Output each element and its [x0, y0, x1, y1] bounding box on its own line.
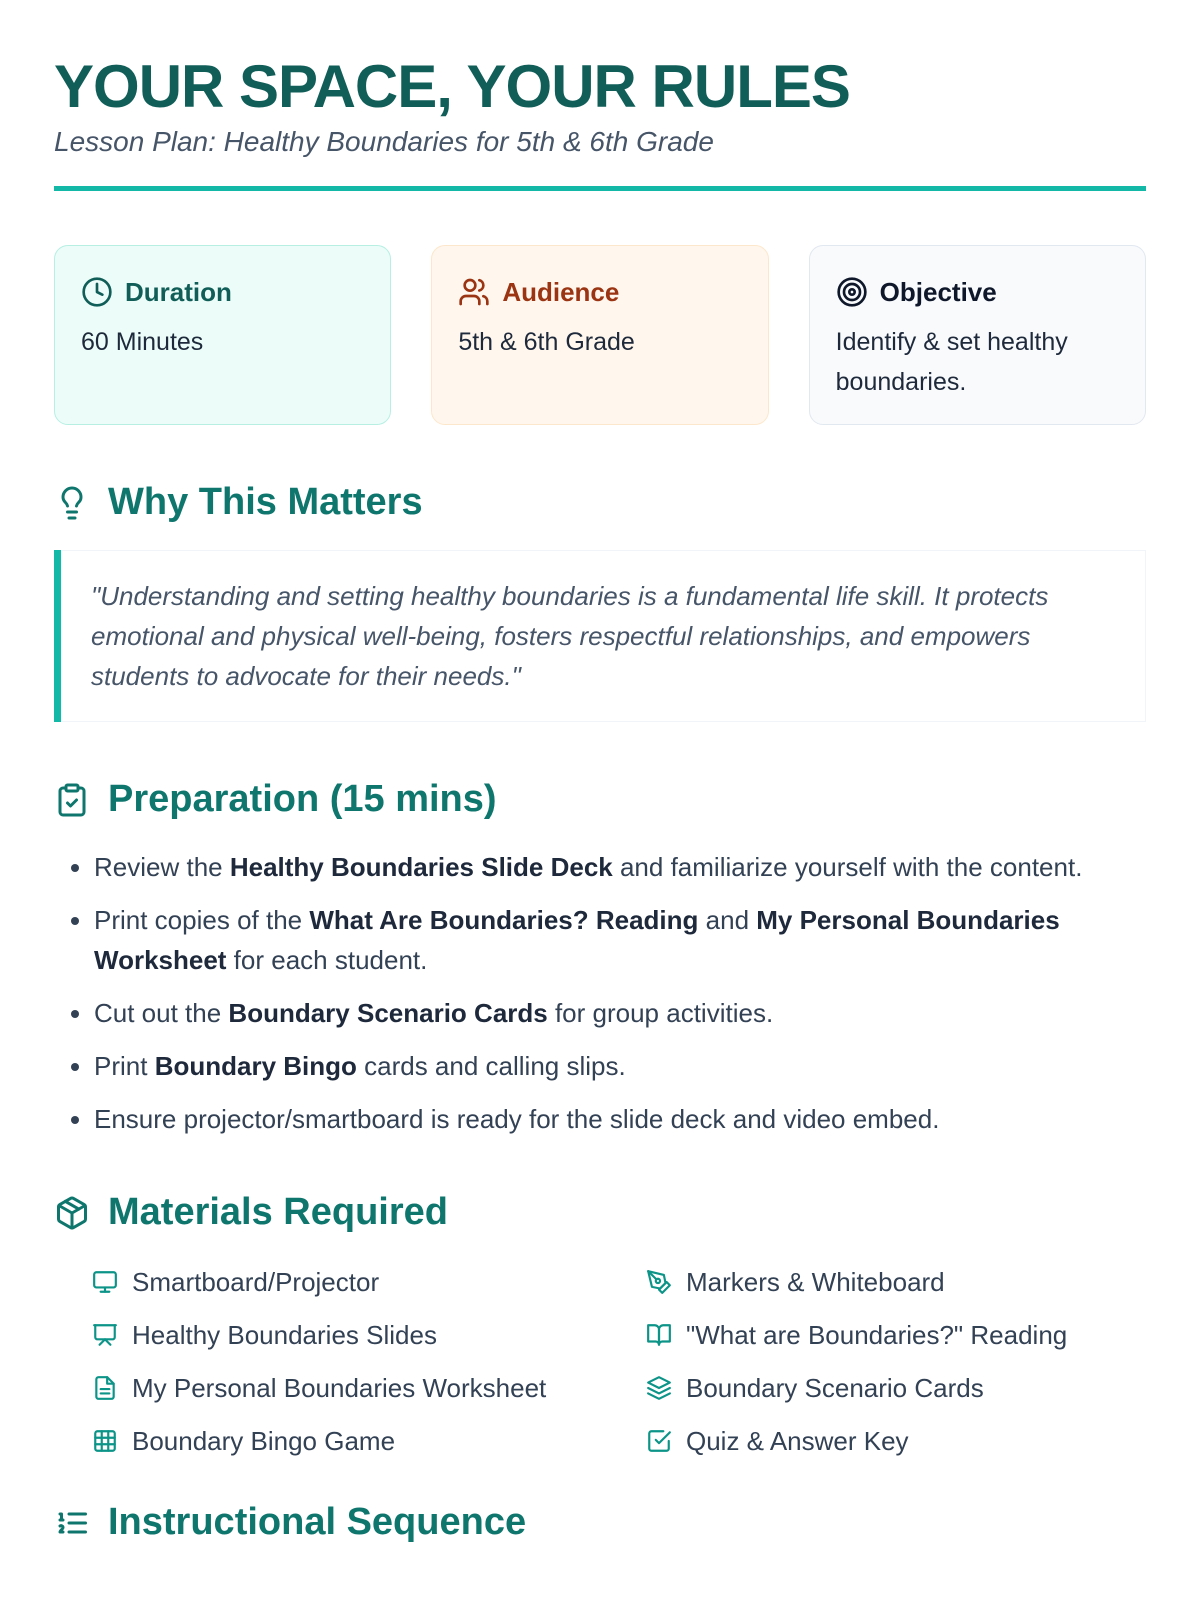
presentation-icon [92, 1322, 118, 1348]
preparation-title: Preparation (15 mins) [108, 778, 497, 820]
duration-value: 60 Minutes [81, 328, 204, 356]
audience-card [431, 245, 768, 425]
materials-grid [54, 1262, 1146, 1461]
instructional-section [54, 1501, 1146, 1544]
material-item: Quiz & Answer Key [646, 1421, 1146, 1461]
info-cards [54, 245, 1146, 425]
file-text-icon [92, 1375, 118, 1401]
monitor-icon [92, 1269, 118, 1295]
material-item: My Personal Boundaries Worksheet [92, 1368, 646, 1408]
list-item: • Review the Healthy Boundaries Slide Deck and familiarize yourself with the content. [94, 847, 1146, 887]
header-divider [54, 186, 1146, 191]
material-item: Boundary Bingo Game [92, 1421, 646, 1461]
objective-value: Identify & set healthy boundaries. [835, 328, 1068, 396]
grid-icon [92, 1428, 118, 1454]
duration-label: Duration [125, 276, 232, 307]
target-icon [836, 276, 868, 308]
duration-card [54, 245, 391, 425]
check-square-icon [646, 1428, 672, 1454]
layers-icon [646, 1375, 672, 1401]
users-icon [458, 276, 490, 308]
audience-value: 5th & 6th Grade [458, 328, 635, 356]
why-quote: "Understanding and setting healthy boundaries is a fundamental life skill. It protects emotional and physical well-being, fosters respectful relationships, and empowers students to advocate for their needs." [54, 550, 1146, 722]
list-item: • Print Boundary Bingo cards and calling slips. [94, 1046, 1146, 1086]
book-open-icon [646, 1322, 672, 1348]
clock-icon [81, 276, 113, 308]
audience-label: Audience [502, 276, 620, 307]
why-title: Why This Matters [108, 481, 423, 523]
material-item: Markers & Whiteboard [646, 1262, 1146, 1302]
lightbulb-icon [54, 485, 90, 521]
materials-section [54, 1191, 1146, 1461]
preparation-list [54, 847, 1146, 1139]
page-subtitle: Lesson Plan: Healthy Boundaries for 5th & 6th Grade [54, 126, 714, 157]
list-item: • Ensure projector/smartboard is ready for the slide deck and video embed. [94, 1099, 1146, 1139]
preparation-section [54, 778, 1146, 1139]
instructional-title: Instructional Sequence [108, 1501, 527, 1543]
material-item: Healthy Boundaries Slides [92, 1315, 646, 1355]
pen-tool-icon [646, 1269, 672, 1295]
objective-card [809, 245, 1146, 425]
list-item: • Cut out the Boundary Scenario Cards for group activities. [94, 993, 1146, 1033]
materials-title: Materials Required [108, 1191, 448, 1233]
list-item: • Print copies of the What Are Boundaries? Reading and My Personal Boundaries Worksheet for each student. [94, 900, 1146, 980]
why-section [54, 481, 1146, 722]
objective-label: Objective [879, 276, 997, 307]
material-item: Smartboard/Projector [92, 1262, 646, 1302]
page-title: YOUR SPACE, YOUR RULES [54, 53, 850, 120]
package-icon [54, 1195, 90, 1231]
clipboard-check-icon [54, 782, 90, 818]
list-ordered-icon [54, 1505, 90, 1541]
material-item: Boundary Scenario Cards [646, 1368, 1146, 1408]
material-item: "What are Boundaries?" Reading [646, 1315, 1146, 1355]
